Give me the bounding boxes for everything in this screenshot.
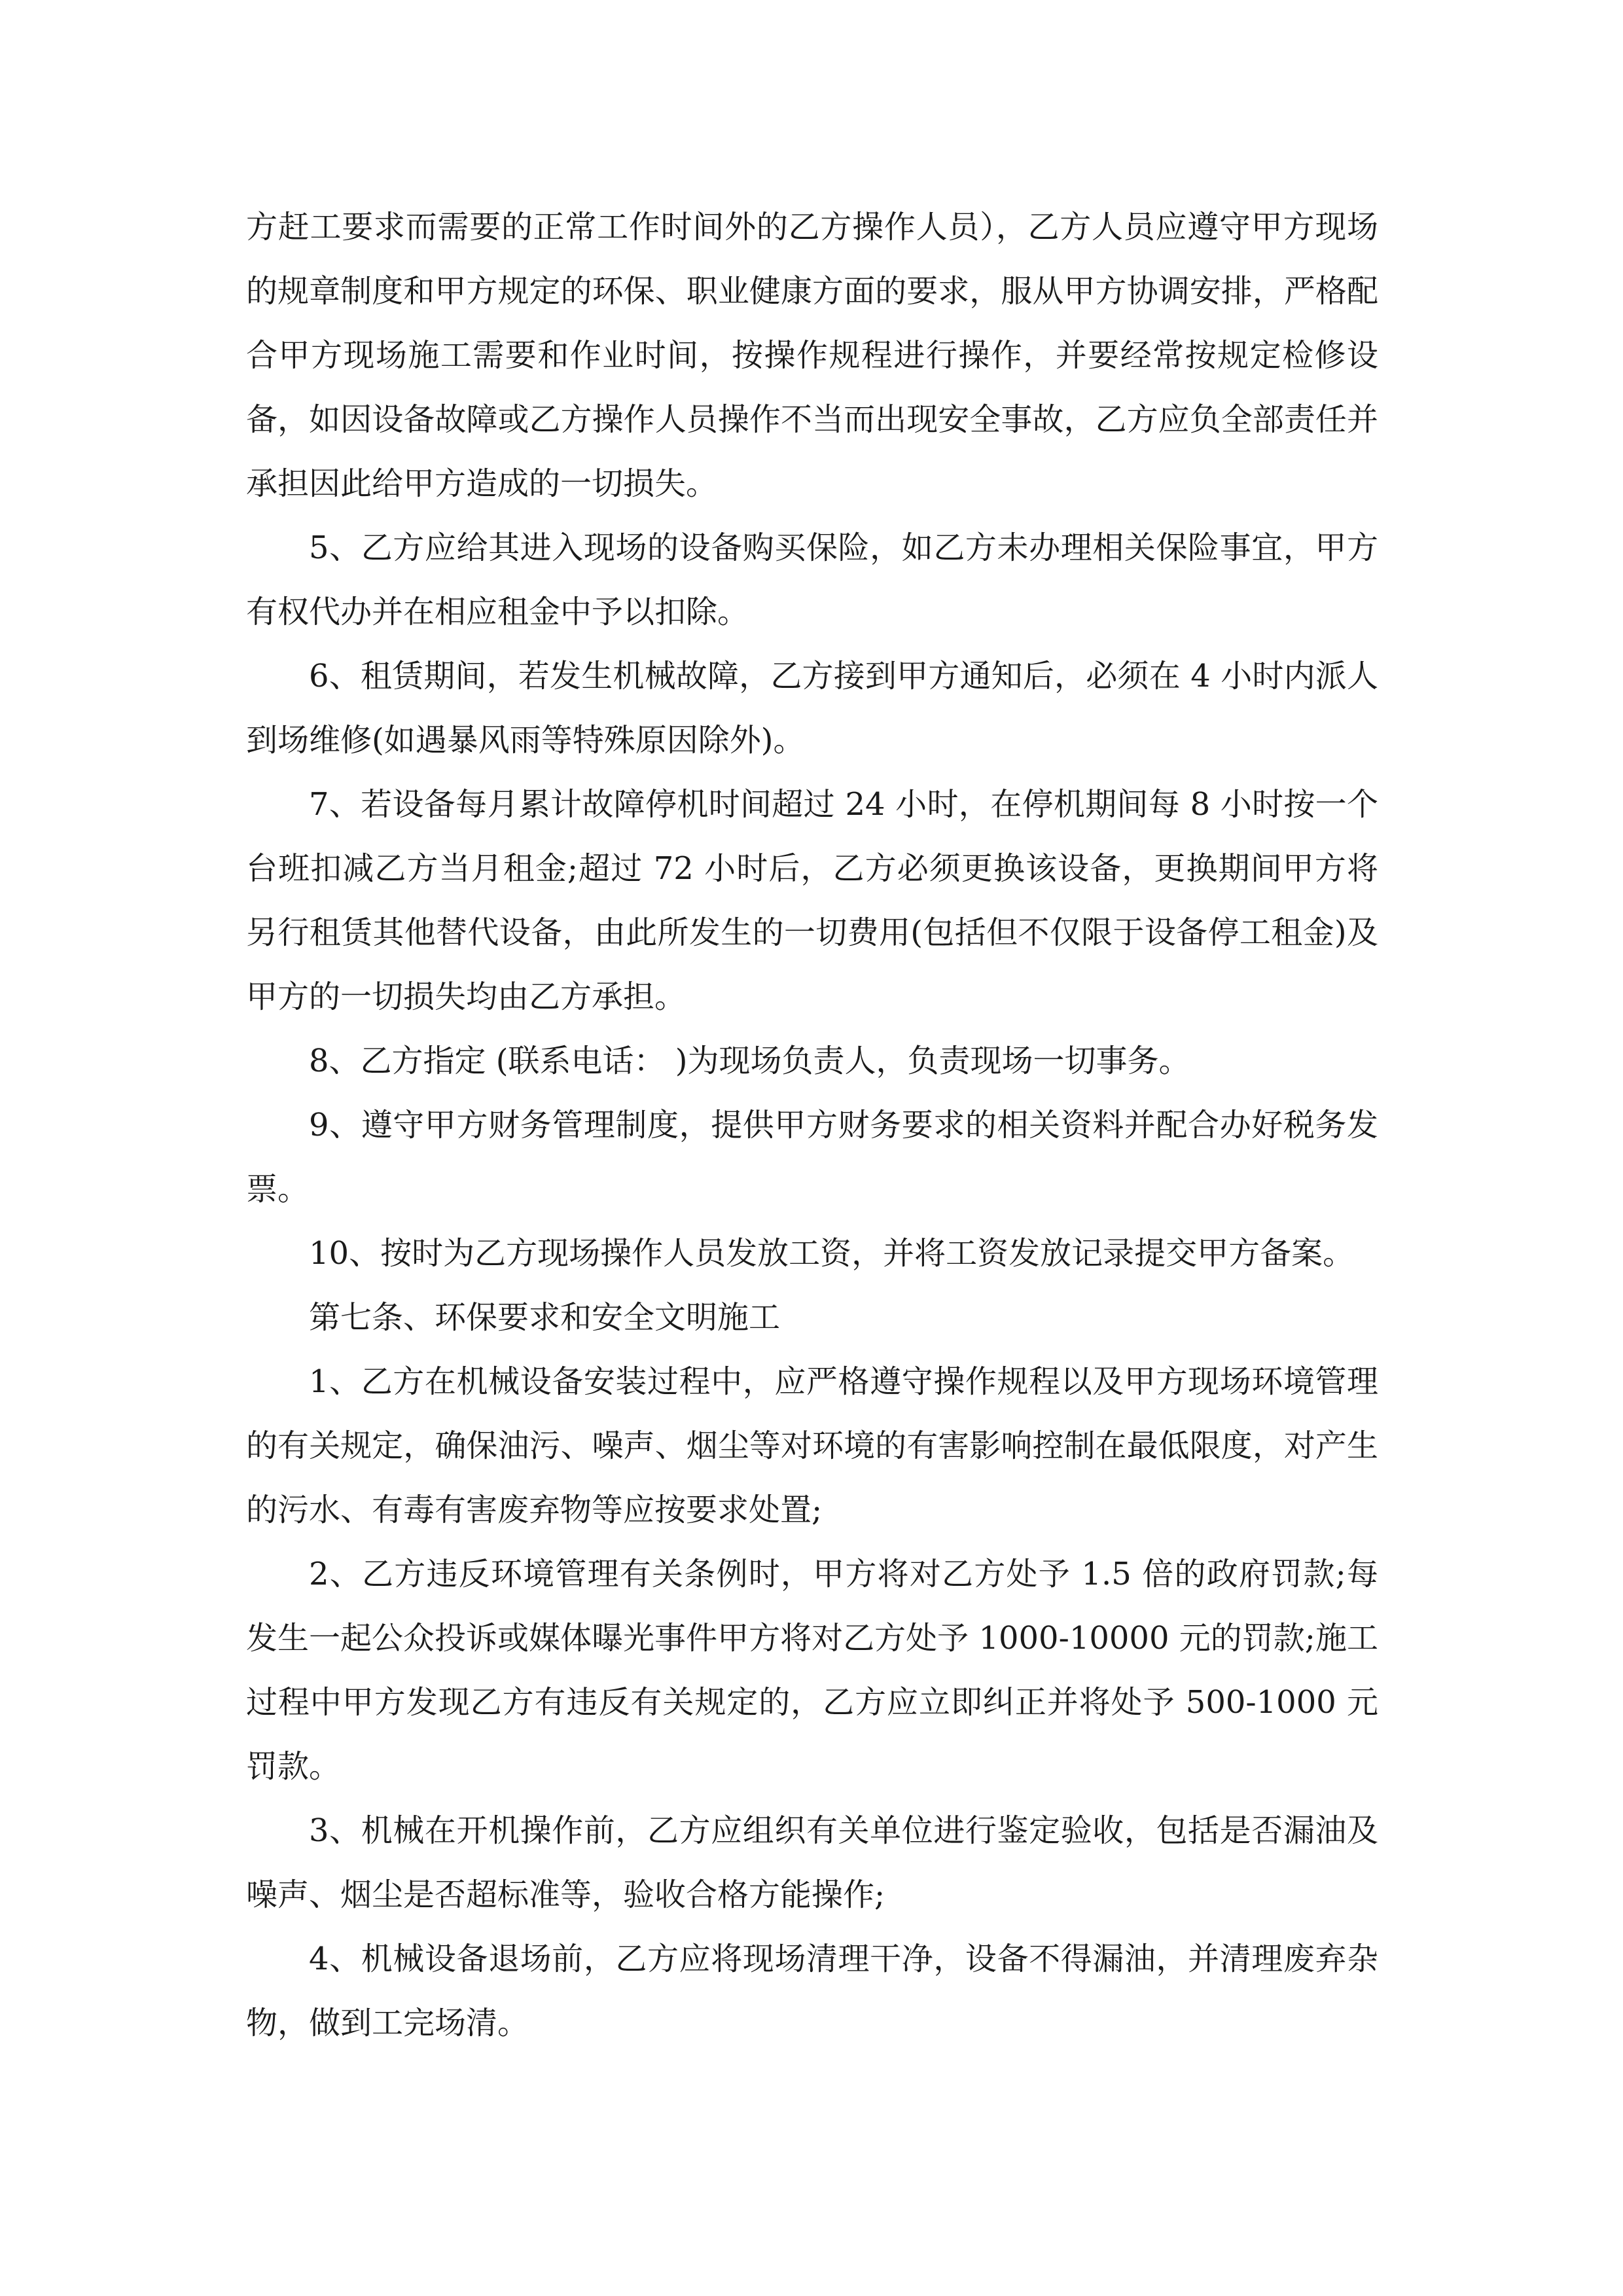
paragraph-clause-8: 8、乙方指定 (联系电话： )为现场负责人，负责现场一切事务。	[309, 1043, 1190, 1079]
paragraph-clause-9: 9、遵守甲方财务管理制度，提供甲方财务要求的相关资料并配合办好税务发票。	[246, 1107, 1378, 1208]
paragraph-env-1: 1、乙方在机械设备安装过程中，应严格遵守操作规程以及甲方现场环境管理的有关规定，确保油污、噪声、烟尘等对环境的有害影响控制在最低限度，对产生的污水、有毒有害废弃物等应按要求处置;	[246, 1363, 1378, 1528]
paragraph-clause-5: 5、乙方应给其进入现场的设备购买保险，如乙方未办理相关保险事宜，甲方有权代办并在相应租金中予以扣除。	[246, 529, 1378, 630]
paragraph-clause-6: 6、租赁期间，若发生机械故障，乙方接到甲方通知后，必须在 4 小时内派人到场维修(如遇暴风雨等特殊原因除外)。	[246, 658, 1378, 759]
paragraph-env-2: 2、乙方违反环境管理有关条例时，甲方将对乙方处予 1.5 倍的政府罚款;每发生一起公众投诉或媒体曝光事件甲方将对乙方处予 1000-10000 元的罚款;施工过程中甲方发现乙方有违反有关规定的，乙方应立即纠正并将处予 500-1000 元罚款。	[246, 1556, 1378, 1785]
paragraph-clause-7: 7、若设备每月累计故障停机时间超过 24 小时，在停机期间每 8 小时按一个台班扣减乙方当月租金;超过 72 小时后，乙方必须更换该设备，更换期间甲方将另行租赁其他替代设备，由此所发生的一切费用(包括但不仅限于设备停工租金)及甲方的一切损失均由乙方承担。	[246, 786, 1378, 1015]
paragraph-continuation: 方赶工要求而需要的正常工作时间外的乙方操作人员），乙方人员应遵守甲方现场的规章制度和甲方规定的环保、职业健康方面的要求，服从甲方协调安排，严格配合甲方现场施工需要和作业时间，按操作规程进行操作，并要经常按规定检修设备，如因设备故障或乙方操作人员操作不当而出现安全事故，乙方应负全部责任并承担因此给甲方造成的一切损失。	[246, 209, 1378, 502]
paragraph-clause-10: 10、按时为乙方现场操作人员发放工资，并将工资发放记录提交甲方备案。	[309, 1235, 1355, 1272]
document-body	[246, 195, 1378, 2055]
paragraph-env-4: 4、机械设备退场前，乙方应将现场清理干净，设备不得漏油，并清理废弃杂物，做到工完场清。	[246, 1941, 1378, 2041]
paragraph-env-3: 3、机械在开机操作前，乙方应组织有关单位进行鉴定验收，包括是否漏油及噪声、烟尘是否超标准等，验收合格方能操作;	[246, 1812, 1378, 1913]
section-heading-article-7: 第七条、环保要求和安全文明施工	[309, 1299, 781, 1336]
